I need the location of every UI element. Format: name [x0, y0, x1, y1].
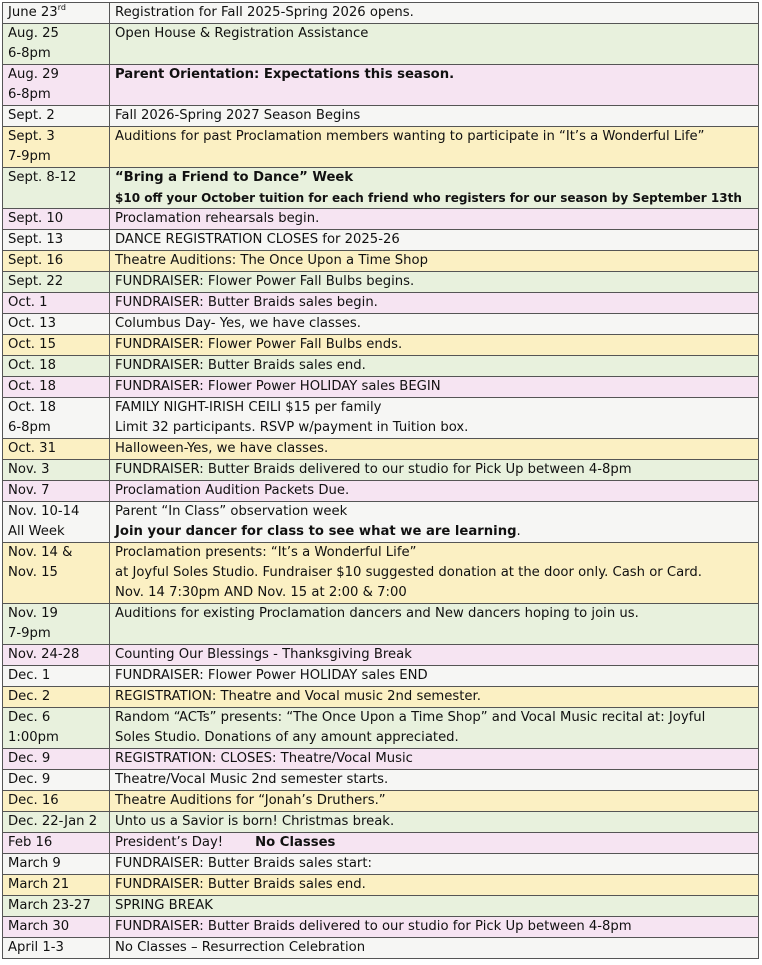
event-cell [110, 3, 759, 24]
date-cell [3, 356, 110, 377]
event-text: Proclamation Audition Packets Due. [115, 483, 350, 498]
event-detail: at Joyful Soles Studio. Fundraiser $10 suggested donation at the door only. Cash or Card. [115, 565, 702, 580]
date-text: Oct. 15 [8, 337, 56, 352]
event-cell [110, 398, 759, 439]
date-text: Sept. 8-12 [8, 170, 77, 185]
event-text: Parent “In Class” observation week [115, 504, 348, 519]
time-text: 7-9pm [8, 626, 51, 641]
date-text: April 1-3 [8, 940, 64, 955]
date-text: Aug. 29 [8, 67, 59, 82]
event-cell [110, 938, 759, 959]
time-text: All Week [8, 524, 65, 539]
date-text: Oct. 18 [8, 400, 56, 415]
event-text: FAMILY NIGHT-IRISH CEILI $15 per family [115, 400, 382, 415]
event-text: FUNDRAISER: Flower Power HOLIDAY sales END [115, 668, 428, 683]
event-text: Parent Orientation: Expectations this season. [115, 67, 455, 82]
table-row [3, 604, 759, 645]
date-cell [3, 833, 110, 854]
date-cell [3, 3, 110, 24]
event-cell [110, 439, 759, 460]
date-text: Sept. 10 [8, 211, 64, 226]
date-cell [3, 502, 110, 543]
date-text: Sept. 13 [8, 232, 64, 247]
event-cell [110, 502, 759, 543]
date-ordinal-suffix: rd [57, 3, 66, 12]
date-cell [3, 314, 110, 335]
event-cell [110, 356, 759, 377]
date-cell [3, 543, 110, 604]
date-cell [3, 377, 110, 398]
time-text: 7-9pm [8, 149, 51, 164]
event-text: Proclamation presents: “It’s a Wonderful Life” [115, 545, 417, 560]
event-text: Fall 2026-Spring 2027 Season Begins [115, 108, 361, 123]
date-text: Dec. 16 [8, 793, 59, 808]
table-row [3, 398, 759, 439]
date-cell [3, 398, 110, 439]
event-cell [110, 209, 759, 230]
date-cell [3, 749, 110, 770]
event-detail-tail: . [516, 524, 521, 539]
date-cell [3, 791, 110, 812]
date-text: Sept. 16 [8, 253, 64, 268]
event-text: DANCE REGISTRATION CLOSES for 2025-26 [115, 232, 400, 247]
table-row [3, 65, 759, 106]
date-text: March 30 [8, 919, 70, 934]
event-text: FUNDRAISER: Butter Braids sales begin. [115, 295, 378, 310]
date-cell [3, 687, 110, 708]
date-cell [3, 666, 110, 687]
date-text: March 21 [8, 877, 70, 892]
event-cell [110, 604, 759, 645]
date-cell [3, 645, 110, 666]
table-row [3, 854, 759, 875]
event-text: Auditions for past Proclamation members wanting to participate in “It’s a Wonderful Life” [115, 129, 705, 144]
table-row [3, 439, 759, 460]
event-cell [110, 833, 759, 854]
event-cell [110, 749, 759, 770]
event-detail: Nov. 14 7:30pm AND Nov. 15 at 2:00 & 7:00 [115, 585, 407, 600]
event-text: President’s Day! [115, 835, 224, 850]
time-text: 6-8pm [8, 46, 51, 61]
table-row [3, 812, 759, 833]
table-row [3, 356, 759, 377]
date-cell [3, 770, 110, 791]
date-cell [3, 896, 110, 917]
date-text: Feb 16 [8, 835, 53, 850]
date-cell [3, 938, 110, 959]
event-cell [110, 377, 759, 398]
table-row [3, 272, 759, 293]
table-row [3, 230, 759, 251]
date-cell [3, 481, 110, 502]
table-row [3, 293, 759, 314]
date-text: March 9 [8, 856, 61, 871]
event-cell [110, 666, 759, 687]
date-text: Dec. 2 [8, 689, 51, 704]
event-cell [110, 917, 759, 938]
date-text: Dec. 9 [8, 772, 51, 787]
table-row [3, 708, 759, 749]
table-row [3, 106, 759, 127]
date-text: Oct. 31 [8, 441, 56, 456]
event-cell [110, 251, 759, 272]
event-cell [110, 272, 759, 293]
event-text: Columbus Day- Yes, we have classes. [115, 316, 361, 331]
event-text: FUNDRAISER: Flower Power Fall Bulbs begins. [115, 274, 415, 289]
date-text: Nov. 7 [8, 483, 50, 498]
date-text: Nov. 14 & [8, 545, 73, 560]
event-cell [110, 230, 759, 251]
table-row [3, 917, 759, 938]
event-cell [110, 106, 759, 127]
table-row [3, 314, 759, 335]
table-row [3, 481, 759, 502]
no-classes-note: No Classes [255, 835, 336, 850]
date-text: March 23-27 [8, 898, 91, 913]
event-cell [110, 481, 759, 502]
event-cell [110, 645, 759, 666]
event-text: FUNDRAISER: Flower Power HOLIDAY sales BEGIN [115, 379, 441, 394]
date-text: Dec. 9 [8, 751, 51, 766]
event-text: Counting Our Blessings - Thanksgiving Break [115, 647, 412, 662]
date-cell [3, 168, 110, 209]
date-text: Sept. 2 [8, 108, 55, 123]
date-cell [3, 439, 110, 460]
date-cell [3, 460, 110, 481]
date-cell [3, 230, 110, 251]
event-text: FUNDRAISER: Butter Braids sales end. [115, 358, 366, 373]
table-row [3, 335, 759, 356]
date-text: Oct. 18 [8, 358, 56, 373]
event-cell [110, 543, 759, 604]
table-row [3, 791, 759, 812]
event-cell [110, 896, 759, 917]
table-row [3, 666, 759, 687]
date-cell [3, 604, 110, 645]
event-cell [110, 335, 759, 356]
event-cell [110, 875, 759, 896]
event-text: FUNDRAISER: Flower Power Fall Bulbs ends. [115, 337, 403, 352]
date-cell [3, 917, 110, 938]
table-row [3, 938, 759, 959]
event-text: Open House & Registration Assistance [115, 26, 369, 41]
event-cell [110, 314, 759, 335]
date-cell [3, 251, 110, 272]
date-text: Dec. 22-Jan 2 [8, 814, 98, 829]
event-text: Theatre/Vocal Music 2nd semester starts. [115, 772, 389, 787]
event-text: Random “ACTs” presents: “The Once Upon a Time Shop” and Vocal Music recital at: Joyful [115, 710, 706, 725]
table-row [3, 251, 759, 272]
event-cell [110, 460, 759, 481]
date-text: Oct. 18 [8, 379, 56, 394]
event-text: SPRING BREAK [115, 898, 213, 913]
event-cell [110, 293, 759, 314]
event-text: FUNDRAISER: Butter Braids delivered to our studio for Pick Up between 4-8pm [115, 462, 632, 477]
date-cell [3, 24, 110, 65]
table-row [3, 209, 759, 230]
date-text: Nov. 15 [8, 565, 58, 580]
event-text: Auditions for existing Proclamation dancers and New dancers hoping to join us. [115, 606, 639, 621]
table-row [3, 127, 759, 168]
season-calendar-table [2, 2, 759, 959]
date-text: Nov. 3 [8, 462, 50, 477]
date-text: Nov. 24-28 [8, 647, 80, 662]
date-text: Nov. 19 [8, 606, 58, 621]
date-cell [3, 209, 110, 230]
table-row [3, 875, 759, 896]
event-cell [110, 24, 759, 65]
event-cell [110, 770, 759, 791]
event-cell [110, 854, 759, 875]
date-text: Dec. 6 [8, 710, 51, 725]
event-detail: Limit 32 participants. RSVP w/payment in Tuition box. [115, 420, 469, 435]
date-cell [3, 812, 110, 833]
time-text: 6-8pm [8, 87, 51, 102]
event-cell [110, 708, 759, 749]
date-text: Dec. 1 [8, 668, 51, 683]
table-row [3, 377, 759, 398]
table-row [3, 749, 759, 770]
event-detail: $10 off your October tuition for each friend who registers for our season by September 13th [115, 191, 742, 205]
date-text: Oct. 13 [8, 316, 56, 331]
time-text: 6-8pm [8, 420, 51, 435]
date-text: Aug. 25 [8, 26, 59, 41]
table-row [3, 502, 759, 543]
event-text: Theatre Auditions: The Once Upon a Time Shop [115, 253, 428, 268]
table-row [3, 687, 759, 708]
event-text: REGISTRATION: CLOSES: Theatre/Vocal Music [115, 751, 413, 766]
event-title: “Bring a Friend to Dance” Week [115, 170, 354, 185]
table-row [3, 168, 759, 209]
date-cell [3, 335, 110, 356]
event-text: FUNDRAISER: Butter Braids sales end. [115, 877, 366, 892]
date-text: Oct. 1 [8, 295, 48, 310]
event-cell [110, 168, 759, 209]
event-text: Proclamation rehearsals begin. [115, 211, 320, 226]
date-cell [3, 65, 110, 106]
event-text: Registration for Fall 2025-Spring 2026 opens. [115, 5, 414, 20]
event-text: Theatre Auditions for “Jonah’s Druthers.” [115, 793, 386, 808]
event-text: Halloween-Yes, we have classes. [115, 441, 329, 456]
date-cell [3, 708, 110, 749]
date-cell [3, 127, 110, 168]
event-cell [110, 127, 759, 168]
event-cell [110, 812, 759, 833]
date-cell [3, 272, 110, 293]
date-text: June 23 [8, 5, 58, 20]
event-text: No Classes – Resurrection Celebration [115, 940, 366, 955]
table-row [3, 543, 759, 604]
date-cell [3, 854, 110, 875]
table-row [3, 896, 759, 917]
table-row [3, 645, 759, 666]
date-cell [3, 293, 110, 314]
table-row [3, 24, 759, 65]
event-cell [110, 687, 759, 708]
event-text: REGISTRATION: Theatre and Vocal music 2nd semester. [115, 689, 481, 704]
event-detail: Soles Studio. Donations of any amount appreciated. [115, 730, 459, 745]
event-cell [110, 65, 759, 106]
time-text: 1:00pm [8, 730, 59, 745]
date-text: Sept. 22 [8, 274, 64, 289]
table-row [3, 3, 759, 24]
event-cell [110, 791, 759, 812]
event-text: FUNDRAISER: Butter Braids delivered to our studio for Pick Up between 4-8pm [115, 919, 632, 934]
date-text: Sept. 3 [8, 129, 55, 144]
event-text: FUNDRAISER: Butter Braids sales start: [115, 856, 372, 871]
table-row [3, 770, 759, 791]
date-text: Nov. 10-14 [8, 504, 80, 519]
date-cell [3, 875, 110, 896]
date-cell [3, 106, 110, 127]
event-detail: Join your dancer for class to see what we are learning [115, 524, 517, 539]
table-row [3, 460, 759, 481]
event-text: Unto us a Savior is born! Christmas break. [115, 814, 395, 829]
table-row [3, 833, 759, 854]
